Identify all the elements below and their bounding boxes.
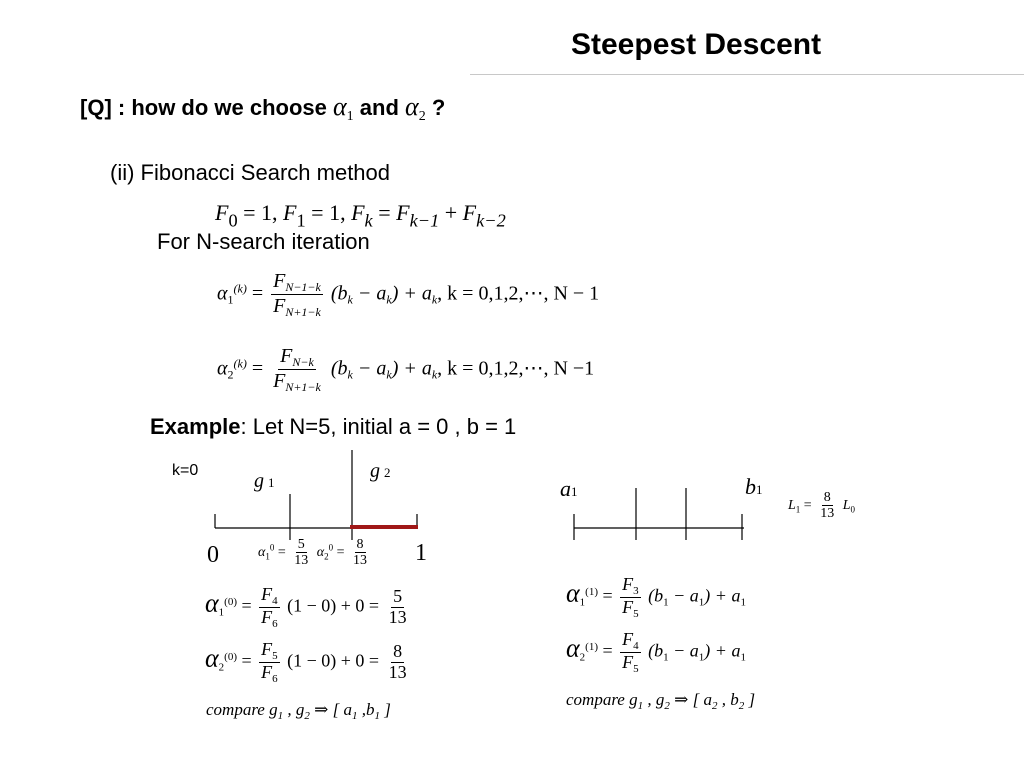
k1-a1-label: a1 — [560, 476, 578, 501]
k1-alpha2-calc: $\alpha_2^{(1)}$ = $\frac{F_4}{F_5}$ $(b_1 - a_1) + a_1$ — [566, 629, 746, 675]
example-label: Example — [150, 414, 241, 439]
alpha1-formula: $\alpha_1^{(k)}$ = $\frac{F_{N-1-k}}{F_{N+1-k}}$ $(b_k - a_k) + a_k$, k = 0,1,2,⋯, N − 1 — [217, 270, 600, 320]
k0-alpha-values: $\alpha_1^0$ = $\frac{5}{13}$ $\alpha_2^0$ = $\frac{8}{13}$ — [258, 537, 368, 569]
example-text: : Let N=5, initial a = 0 , b = 1 — [240, 414, 517, 439]
iteration-note: For N-search iteration — [157, 229, 370, 254]
k0-zero-label: 0 — [207, 542, 219, 568]
k1-length-ratio: $L_1$ = $\frac{8}{13}$ $L_0$ — [788, 490, 855, 522]
alpha2-fraction: $\frac{F_{N-k}}{F_{N+1-k}}$ — [273, 345, 321, 395]
k1-compare-line: compare $g_1$ , $g_2$ ⇒ [ $a_2$ , $b_2$ ] — [566, 690, 756, 712]
method-subtitle: (ii) Fibonacci Search method — [110, 160, 391, 185]
alpha1-symbol: $\alpha_1$ — [333, 92, 354, 124]
k0-g2-label: g 2 — [370, 460, 391, 482]
question-and: and — [359, 95, 399, 120]
k0-compare-line: compare $g_1$ , $g_2$ ⇒ [ $a_1$ $,b_1$ ] — [206, 700, 391, 722]
k0-alpha2-calc: $\alpha_2^{(0)}$ = $\frac{F_5}{F_6}$ (1 − 0) + 0 = $\frac{8}{13}$ — [205, 639, 407, 685]
alpha2-formula: $\alpha_2^{(k)}$ = $\frac{F_{N-k}}{F_{N+1-k}}$ $(b_k - a_k) + a_k$, k = 0,1,2,⋯, N −1 — [217, 345, 595, 395]
k0-alpha1-calc: $\alpha_1^{(0)}$ = $\frac{F_4}{F_6}$ (1 − 0) + 0 = $\frac{5}{13}$ — [205, 584, 407, 630]
question-prefix: [Q] : how do we choose — [80, 95, 327, 120]
question-mark: ? — [431, 95, 446, 120]
slide-title: Steepest Descent — [571, 28, 822, 61]
alpha2-symbol: $\alpha_2$ — [405, 92, 426, 124]
alpha1-fraction: $\frac{F_{N-1-k}}{F_{N+1-k}}$ — [273, 270, 321, 320]
k1-b1-label: b1 — [745, 474, 763, 499]
k0-one-label: 1 — [415, 540, 427, 566]
k0-label: k=0 — [172, 462, 199, 479]
fibonacci-definition: $F_0 = 1$, $F_1 = 1$, $F_k = F_{k-1} + F_{k-2}$ — [215, 200, 506, 231]
k1-alpha1-calc: $\alpha_1^{(1)}$ = $\frac{F_3}{F_5}$ $(b_1 - a_1) + a_1$ — [566, 574, 746, 620]
k0-g1-label: g 1 — [254, 470, 275, 492]
